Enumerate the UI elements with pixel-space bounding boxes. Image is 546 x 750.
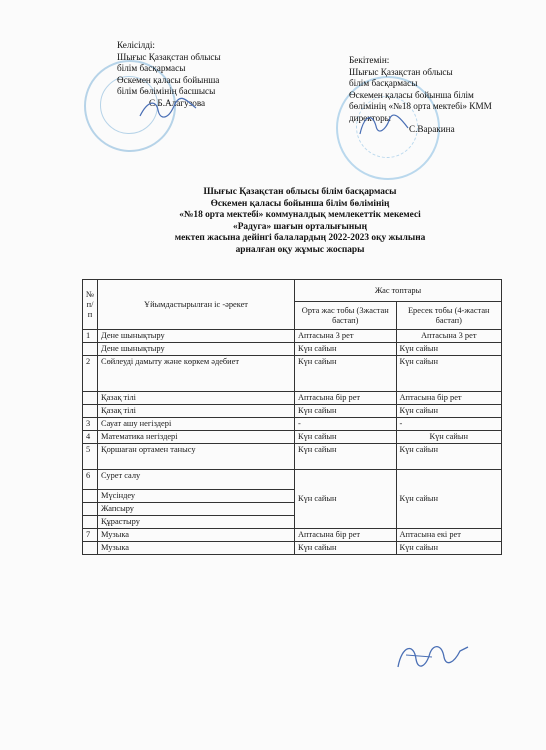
table-row bbox=[83, 418, 502, 431]
row-num bbox=[83, 516, 98, 529]
title-line: Өскемен қаласы бойынша білім бөлімінің bbox=[210, 198, 390, 209]
row-senior: Күн сайын bbox=[396, 542, 502, 555]
header-senior-group: Ересек тобы (4-жастан бастап) bbox=[396, 302, 502, 330]
curriculum-table bbox=[82, 279, 502, 555]
row-middle: Күн сайын bbox=[294, 470, 396, 529]
row-middle: Аптасына бір рет bbox=[294, 529, 396, 542]
document-title bbox=[150, 187, 450, 257]
row-senior: Аптасына екі рет bbox=[396, 529, 502, 542]
row-num: 5 bbox=[83, 444, 98, 470]
title-line: «№18 орта мектебі» коммуналдық мемлекеттік мекемесі bbox=[179, 210, 421, 221]
table-row bbox=[83, 542, 502, 555]
table-row bbox=[83, 470, 502, 490]
row-senior: Аптасына 3 рет bbox=[396, 330, 502, 343]
row-activity: Сурет салу bbox=[98, 470, 295, 490]
approval-left-heading: Келісілді: bbox=[117, 40, 155, 50]
row-senior: Күн сайын bbox=[396, 470, 502, 529]
row-middle: Күн сайын bbox=[294, 431, 396, 444]
row-activity: Жапсыру bbox=[98, 503, 295, 516]
signature-left bbox=[138, 96, 198, 122]
row-num: 2 bbox=[83, 356, 98, 392]
title-line: мектеп жасына дейінгі балалардың 2022-2023 оқу жылына bbox=[174, 233, 426, 244]
row-senior: Күн сайын bbox=[396, 444, 502, 470]
header-activity: Ұйымдастырылған іс -әрекет bbox=[98, 280, 295, 330]
row-num bbox=[83, 503, 98, 516]
approval-left-line: білім басқармасы bbox=[117, 63, 186, 73]
row-senior: Күн сайын bbox=[396, 405, 502, 418]
row-num: 4 bbox=[83, 431, 98, 444]
row-activity: Қоршаған ортамен танысу bbox=[98, 444, 295, 470]
header-num: № п/п bbox=[83, 280, 98, 330]
row-activity: Музыка bbox=[98, 542, 295, 555]
row-activity: Мүсіндеу bbox=[98, 490, 295, 503]
row-num bbox=[83, 542, 98, 555]
row-middle: Күн сайын bbox=[294, 444, 396, 470]
row-num bbox=[83, 405, 98, 418]
row-middle: Күн сайын bbox=[294, 343, 396, 356]
row-senior: Аптасына бір рет bbox=[396, 392, 502, 405]
row-num: 6 bbox=[83, 470, 98, 490]
row-middle: Күн сайын bbox=[294, 542, 396, 555]
row-middle: Күн сайын bbox=[294, 405, 396, 418]
row-num bbox=[83, 392, 98, 405]
header-middle-group: Орта жас тобы (3жастан бастап) bbox=[294, 302, 396, 330]
signature-right bbox=[356, 110, 412, 140]
approval-left-line: Өскемен қаласы бойынша bbox=[117, 74, 220, 85]
row-middle: Күн сайын bbox=[294, 356, 396, 392]
approval-right-heading: Бекітемін: bbox=[349, 55, 390, 65]
row-activity: Дене шынықтыру bbox=[98, 343, 295, 356]
table-row bbox=[83, 444, 502, 470]
row-activity: Сөйлеуді дамыту және көркем әдебиет bbox=[98, 356, 295, 392]
row-num bbox=[83, 490, 98, 503]
approval-left-signatory: С.Б.Алагузова bbox=[149, 97, 206, 108]
header-age-groups: Жас топтары bbox=[294, 280, 501, 302]
approval-right-line: білім басқармасы bbox=[349, 78, 418, 88]
approval-right-line: бөлімінің «№18 орта мектебі» КММ bbox=[349, 101, 492, 111]
row-num: 1 bbox=[83, 330, 98, 343]
row-activity: Құрастыру bbox=[98, 516, 295, 529]
row-activity: Қазақ тілі bbox=[98, 405, 295, 418]
title-line: «Радуга» шағын орталығының bbox=[233, 221, 367, 232]
row-activity: Дене шынықтыру bbox=[98, 330, 295, 343]
table-row bbox=[83, 330, 502, 343]
row-activity: Математика негіздері bbox=[98, 431, 295, 444]
approval-right-line: Шығыс Қазақстан облысы bbox=[349, 66, 453, 77]
row-senior: Күн сайын bbox=[396, 356, 502, 392]
approval-right-signatory: С.Варакина bbox=[409, 124, 455, 134]
title-line: Шығыс Қазақстан облысы білім басқармасы bbox=[203, 187, 397, 197]
row-num bbox=[83, 343, 98, 356]
row-middle: - bbox=[294, 418, 396, 431]
title-line: арналған оқу жұмыс жоспары bbox=[235, 244, 365, 255]
table-row bbox=[83, 431, 502, 444]
signature-bottom bbox=[392, 637, 472, 677]
approval-right-line: директоры bbox=[349, 112, 391, 123]
row-middle: Аптасына бір рет bbox=[294, 392, 396, 405]
approval-left-line: Шығыс Қазақстан облысы bbox=[117, 51, 221, 62]
row-num: 3 bbox=[83, 418, 98, 431]
table-row bbox=[83, 529, 502, 542]
row-senior: Күн сайын bbox=[396, 431, 502, 444]
table-row bbox=[83, 405, 502, 418]
table-row bbox=[83, 343, 502, 356]
row-num: 7 bbox=[83, 529, 98, 542]
row-senior: - bbox=[396, 418, 502, 431]
approval-right-line: Өскемен қаласы бойынша білім bbox=[349, 89, 474, 100]
table-row bbox=[83, 392, 502, 405]
approval-left-line: білім бөлімінің басшысы bbox=[117, 86, 216, 96]
row-senior: Күн сайын bbox=[396, 343, 502, 356]
row-activity: Музыка bbox=[98, 529, 295, 542]
row-activity: Қазақ тілі bbox=[98, 392, 295, 405]
table-row bbox=[83, 356, 502, 392]
row-middle: Аптасына 3 рет bbox=[294, 330, 396, 343]
row-activity: Сауат ашу негіздері bbox=[98, 418, 295, 431]
